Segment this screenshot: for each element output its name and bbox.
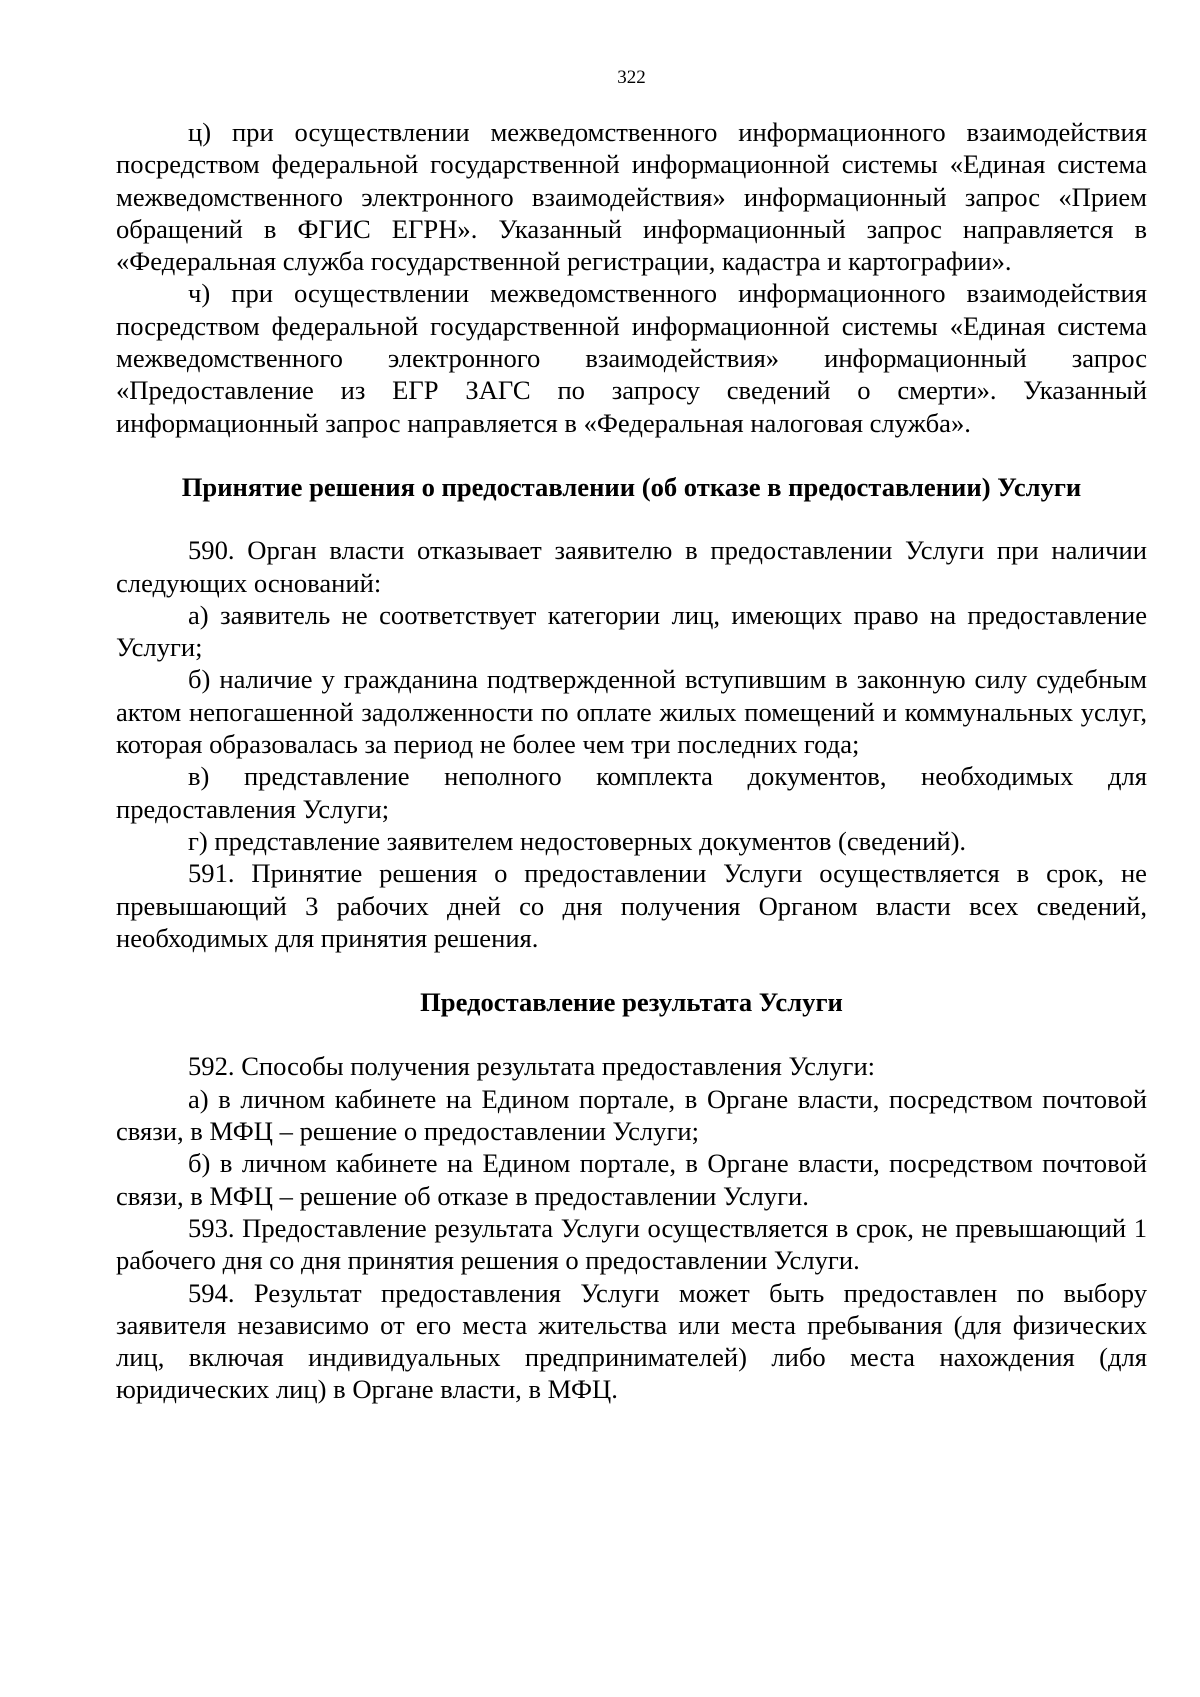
- page-number: 322: [617, 67, 646, 88]
- paragraph-593: 593. Предоставление результата Услуги осуществляется в срок, не превышающий 1 рабочего дня со дня принятия решения о предоставлении Услуги.: [116, 1212, 1147, 1276]
- paragraph-592: 592. Способы получения результата предоставления Услуги:: [188, 1051, 876, 1082]
- paragraph-ch: ч) при осуществлении межведомственного информационного взаимодействия посредством федеральной государственной информационной системы «Единая система межведомственного электронного взаимодействия» информационный запрос «Предоставление из ЕГР ЗАГС по запросу сведений о смерти». Указанный информационный запрос направляется в «Федеральная налоговая служба».: [116, 278, 1147, 438]
- paragraph-591: 591. Принятие решения о предоставлении Услуги осуществляется в срок, не превышающий 3 рабочих дней со дня получения Органом власти всех сведений, необходимых для принятия решения.: [116, 858, 1147, 953]
- paragraph-590-v: в) представление неполного комплекта документов, необходимых для предоставления Услуги;: [116, 761, 1147, 824]
- section-heading-decision: Принятие решения о предоставлении (об отказе в предоставлении) Услуги: [181, 471, 1082, 502]
- paragraph-594: 594. Результат предоставления Услуги может быть предоставлен по выбору заявителя независимо от его места жительства или места пребывания (для физических лиц, включая индивидуальных предпринимателей) либо места нахождения (для юридических лиц) в Органе власти, в МФЦ.: [116, 1277, 1147, 1405]
- paragraph-590: 590. Орган власти отказывает заявителю в предоставлении Услуги при наличии следующих оснований:: [116, 535, 1147, 598]
- section-heading-result: Предоставление результата Услуги: [420, 987, 843, 1018]
- paragraph-590-b: б) наличие у гражданина подтвержденной вступившим в законную силу судебным актом непогашенной задолженности по оплате жилых помещений и коммунальных услуг, которая образовалась за период не более чем три последних года;: [116, 664, 1147, 760]
- paragraph-590-a: а) заявитель не соответствует категории лиц, имеющих право на предоставление Услуги;: [116, 599, 1147, 663]
- paragraph-ts: ц) при осуществлении межведомственного информационного взаимодействия посредством федеральной государственной информационной системы «Единая система межведомственного электронного взаимодействия» информационный запрос «Прием обращений в ФГИС ЕГРН». Указанный информационный запрос направляется в «Федеральная служба государственной регистрации, кадастра и картографии».: [116, 117, 1147, 277]
- paragraph-592-b: б) в личном кабинете на Едином портале, в Органе власти, посредством почтовой связи, в МФЦ – решение об отказе в предоставлении Услуги.: [116, 1148, 1147, 1211]
- paragraph-590-g: г) представление заявителем недостоверных документов (сведений).: [188, 825, 967, 856]
- paragraph-592-a: а) в личном кабинете на Едином портале, в Органе власти, посредством почтовой связи, в МФЦ – решение о предоставлении Услуги;: [116, 1083, 1147, 1147]
